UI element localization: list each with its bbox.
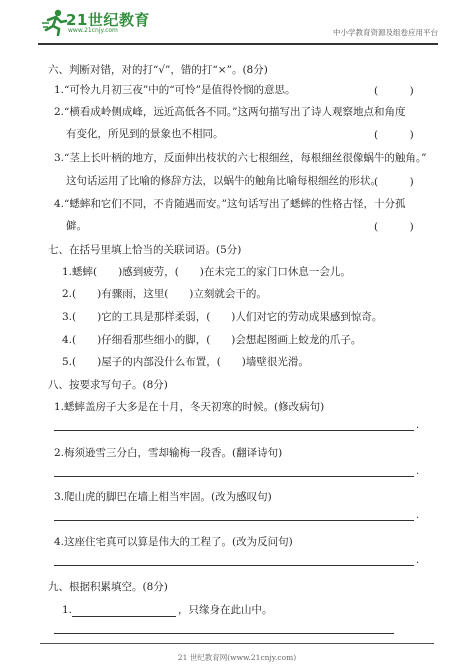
s9-q1-text: ，只缘身在此山中。 (178, 604, 273, 616)
s9-answer-line[interactable] (54, 633, 394, 634)
s6-q2-line1: 2.“横看成岭侧成峰，远近高低各不同。”这两句描写出了诗人观察地点和角度 (54, 106, 406, 118)
s6-q2-line2: 有变化，所见到的景象也不相同。 (66, 128, 224, 140)
s8-q4: 4.这座住宅真可以算是伟大的工程了。(改为反问句) (54, 536, 293, 548)
s9-q1-number: 1. (62, 604, 73, 616)
s8-q1-period: . (416, 420, 420, 431)
page-footer: 21 世纪教育网(www.21cnjy.com) (177, 653, 297, 662)
s6-q3-line1: 3.“茎上长叶柄的地方，反面伸出枝状的六七根细丝，每根细丝很像蜗牛的触角。” (54, 152, 427, 164)
s6-q4-line1: 4.“蟋蟀和它们不同，不肯随遇而安。”这句话写出了蟋蟀的性格古怪，十分孤 (54, 198, 406, 210)
logo-text: 21世纪教育 (66, 11, 150, 29)
s9-q1 (62, 603, 273, 617)
s8-q4-period: . (416, 555, 420, 566)
s6-q3-answer[interactable]: ( ) (374, 176, 414, 188)
s6-q4-answer[interactable]: ( ) (374, 221, 414, 233)
s8-q2-answer-line[interactable] (54, 476, 414, 477)
logo-url: www.21cnjy.com (68, 27, 118, 34)
s6-q3-line2: 这句话运用了比喻的修辞方法，以蜗牛的触角比喻每根细丝的形状。 (66, 175, 381, 187)
logo (42, 8, 172, 38)
header-divider (38, 43, 438, 45)
section8-title: 八、按要求写句子。(8分) (48, 379, 168, 391)
s8-q4-answer-line[interactable] (54, 565, 414, 566)
runner-logo-icon (42, 8, 68, 36)
s8-q3-period: . (416, 510, 420, 521)
s6-q1: 1.“可怜九月初三夜”中的“可怜”是值得怜悯的意思。 (54, 84, 296, 96)
s6-q4-line2: 僻。 (66, 220, 87, 232)
section9-title: 九、根据积累填空。(8分) (48, 581, 168, 593)
s7-q4: 4.( )仔细看那些细小的脚，( )会想起图画上蛟龙的爪子。 (62, 334, 362, 346)
s7-q1: 1.蟋蟀( )感到疲劳，( )在未完工的家门口休息一会儿。 (62, 266, 351, 278)
s7-q2: 2.( )有骤雨，这里( )立刻就会干的。 (62, 288, 267, 300)
s8-q3: 3.爬山虎的脚巴在墙上相当牢固。(改为感叹句) (54, 491, 272, 503)
page-header (0, 0, 474, 44)
header-tagline: 中小学教育资源及组卷应用平台 (333, 28, 438, 37)
s8-q3-answer-line[interactable] (54, 520, 414, 521)
section7-title: 七、在括号里填上恰当的关联词语。(5分) (48, 244, 242, 256)
footer-divider (40, 643, 434, 644)
s6-q1-answer[interactable]: ( ) (374, 85, 414, 97)
s7-q5: 5.( )屋子的内部没什么布置，( )墙壁很光滑。 (62, 356, 309, 368)
s8-q2: 2.梅须逊雪三分白，雪却输梅一段香。(翻译诗句) (54, 447, 283, 459)
s8-q1: 1.蟋蟀盖房子大多是在十月，冬天初寒的时候。(修改病句) (54, 401, 325, 413)
section6-title: 六、判断对错，对的打“√”，错的打“×”。(8分) (48, 64, 268, 76)
s8-q2-period: . (416, 466, 420, 477)
s8-q1-answer-line[interactable] (54, 430, 414, 431)
s7-q3: 3.( )它的工具是那样柔弱，( )人们对它的劳动成果感到惊奇。 (62, 311, 383, 323)
s9-q1-blank[interactable] (72, 604, 176, 617)
s6-q2-answer[interactable]: ( ) (374, 129, 414, 141)
